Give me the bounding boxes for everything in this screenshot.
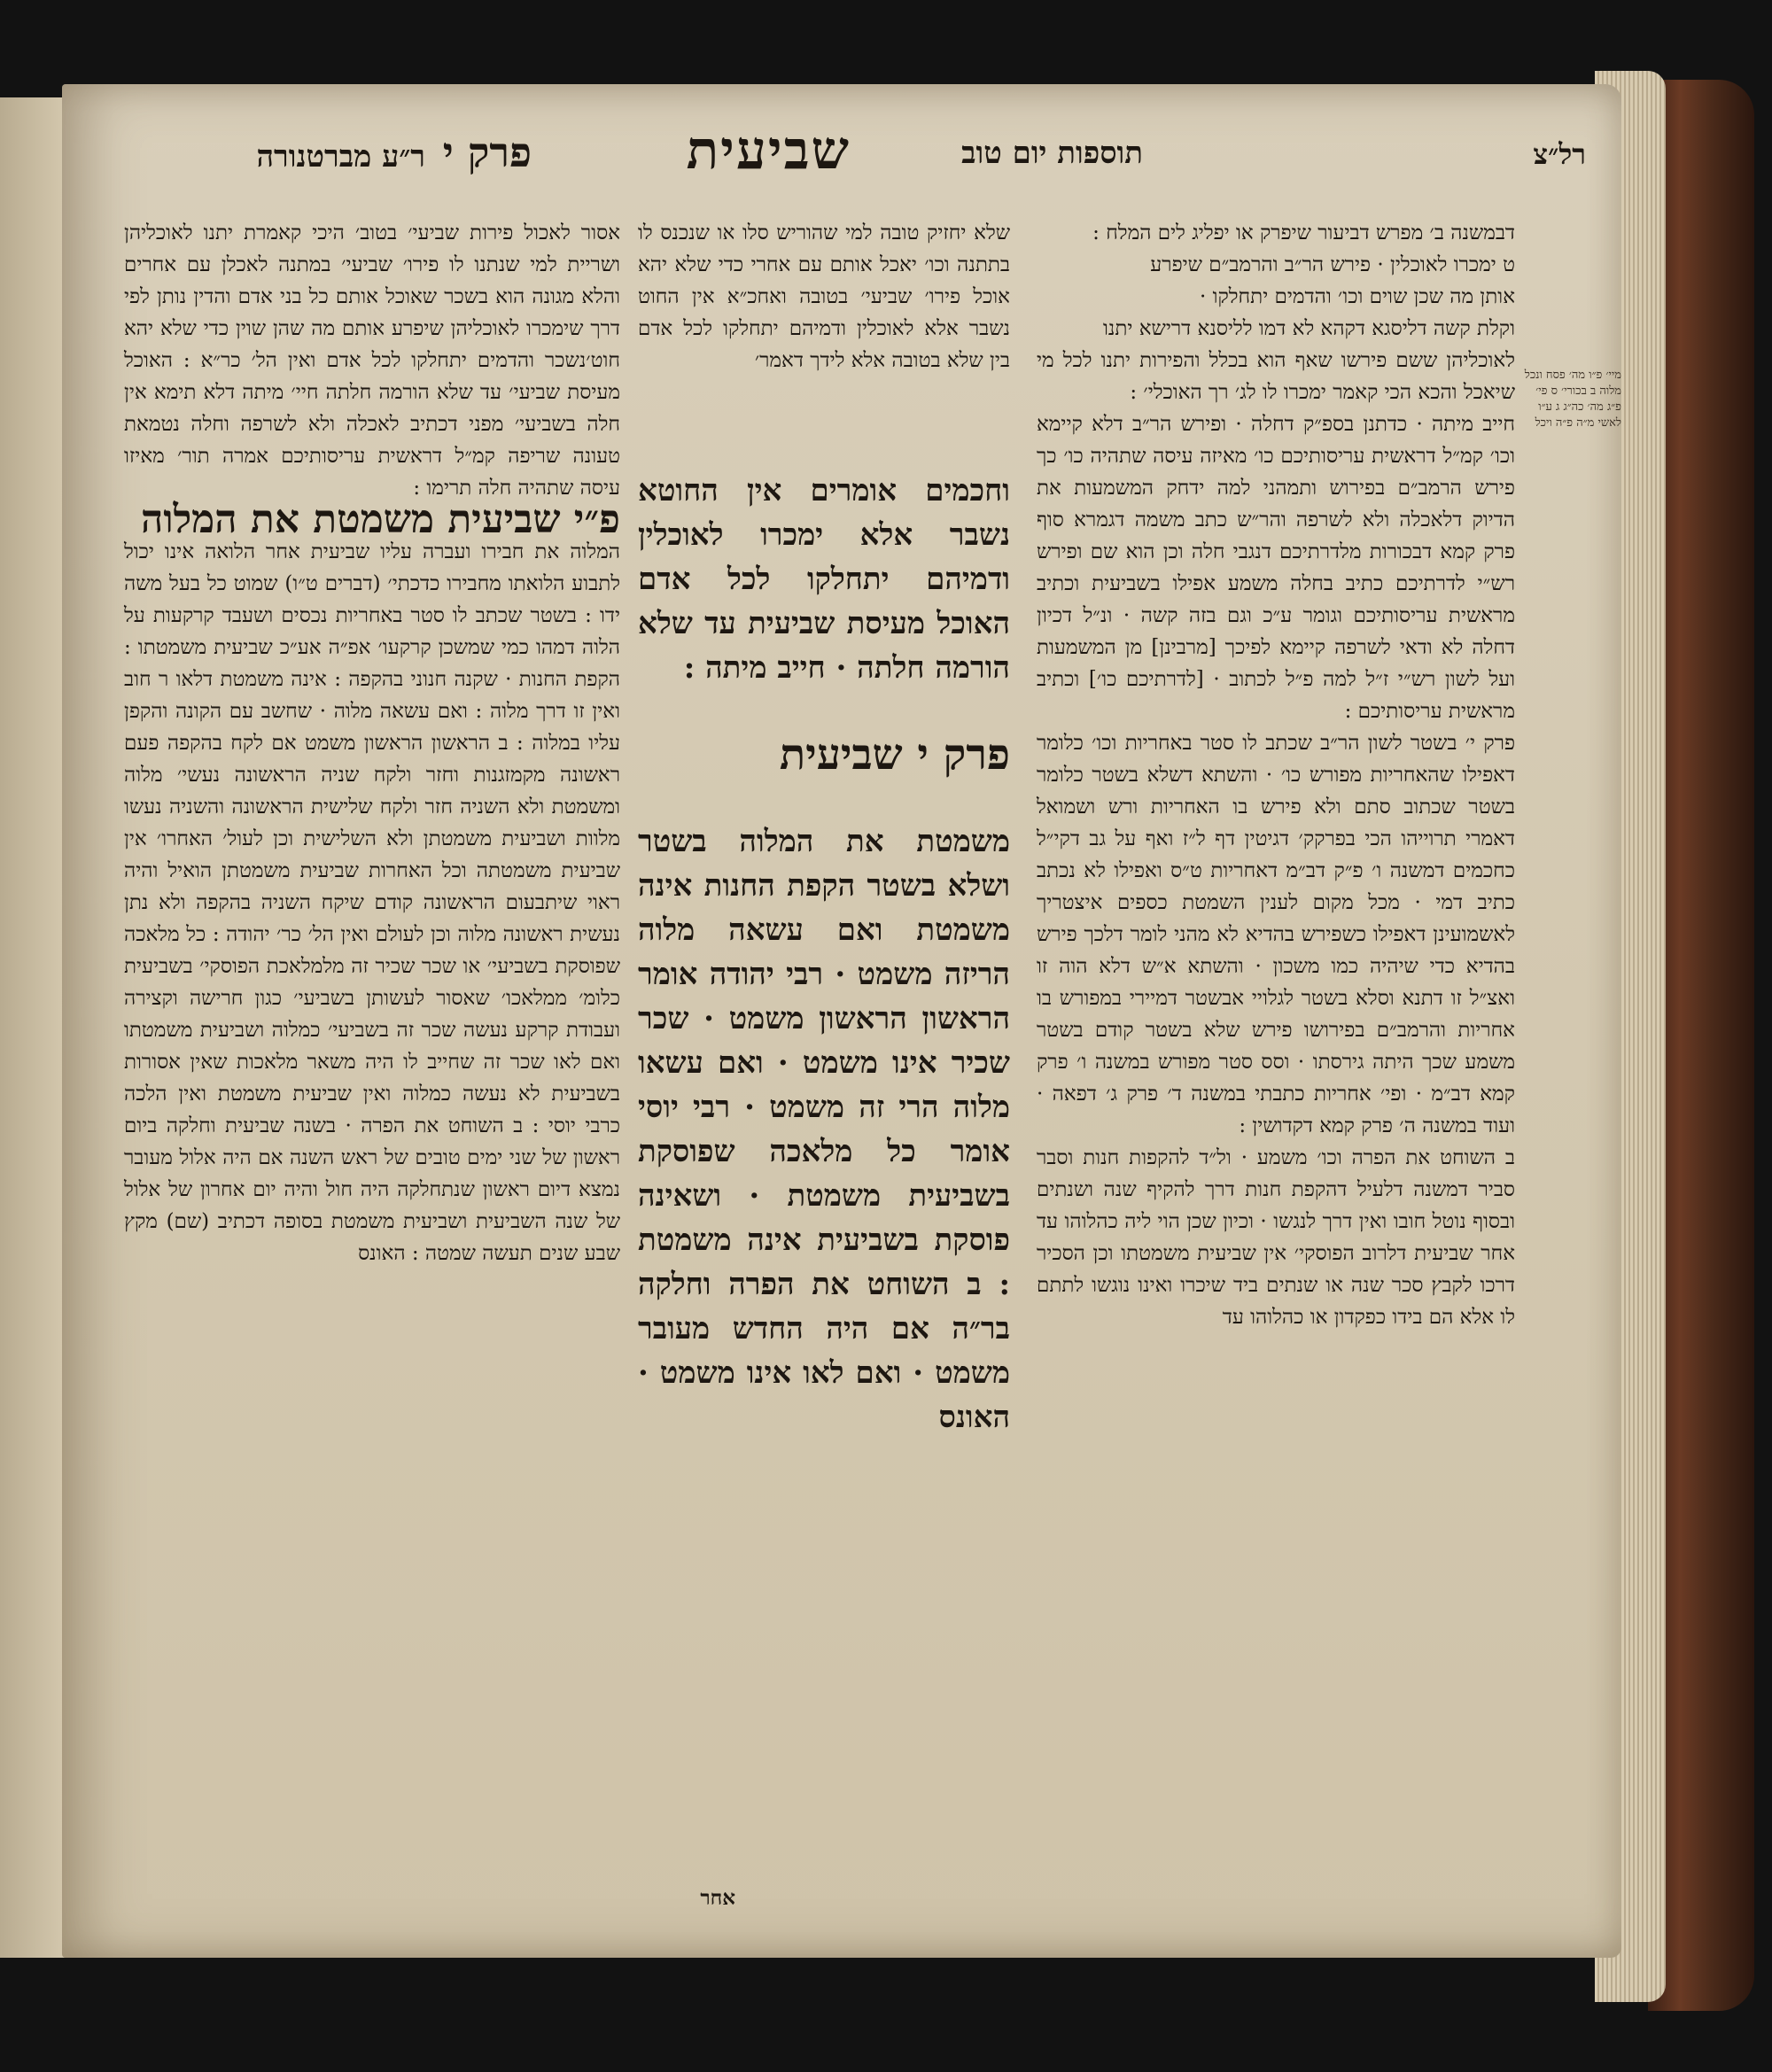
mishnah-lead: וחכמים אומרים אין החוטא נשבר אלא ימכרו לאוכלין ודמיהם יתחלקו לכל אדם האוכל מעיסת שביעית עד שלא הורמה חלתה · חייב מיתה : — [638, 473, 1010, 686]
book-page — [62, 84, 1621, 1958]
middle-commentary-top: שלא יחזיק טובה למי שהוריש סלו או שנכנס לו בתתנה וכו׳ יאכל אותם עם אחרי כדי שלא יהא אוכל פירו׳ שביעי׳ בטובה ואחכ״א אין החוט נשבר אלא לאוכלין ודמיהם יתחלקו לכל אדם בין שלא בטובה אלא לידך דאמר׳ — [638, 221, 1010, 372]
tosafot-para: ב השוחט את הפרה וכו׳ משמע · ול״ד להקפות חנות וסבר סביר דמשנה דלעיל דהקפת חנות דרך להקיף שנה ושנתים ובסוף נוטל חובו ואין דרך לנגשו · וכיון שכן הוי ליה כהלוהו עד אחר שביעית דלרוב הפוסקי׳ אין שביעית משמטתו וכן הסכיר דרכו לקבץ סכר שנה או שנתים ביד שיכרו ואינו נוגשו לתתם לו אלא הם בידו כפקדון או כהלוהו עד — [1037, 1146, 1515, 1329]
catchword: אחר — [700, 1886, 735, 1910]
header-tractate: שביעית — [686, 120, 851, 182]
tosafot-para: וקלת קשה דליסגא דקהא לא דמו לליסנא דרישא יתנו — [1103, 317, 1515, 340]
bartenura-para: המלוה את חבירו ועברה עליו שביעית אחר הלואה אינו יכול לתבוע הלואתו מחבירו כדכתי׳ (דברים ט״ו) שמוט כל בעל משה ידו : בשטר שכתב לו סטר באחריות נכסים ושעבד קרקעות על הלוה דמהו כמי שמשכן קרקעו׳ אפ״ה אע״כ שביעית משמטתו : הקפת החנות · שקנה חנוני בהקפה : אינה משמטת דלאו ר חוב ואין זו דרך מלוה : ואם עשאה מלוה · שחשב עם הקונה והקפן עליו במלוה : ב הראשון הראשון משמט אם לקח בהקפה פעם ראשונה מקמזגנות וחזר ולקח שניה הראשונה נעשי׳ מלוה ומשמטת ולא השניה חזר ולקח שלישית הראשונה והשניה נעשו מלוות ושביעית משמטתן ולא השלישית וכן לעול׳ האחרו׳ אין שביעית משמטתה וכל האחרות שביעית משמטתן הואיל והיה ראוי שיתבעום הראשונה קודם שיקח השניה בהקפה ולא נתן נעשית ראשונה מלוה וכן לעולם ואין הל׳ כר׳ יהודה : כל מלאכה שפוסקת בשביעי׳ או שכר שכיר זה מלמלאכת הפוסקי׳ בשביעית כלומ׳ ממלאכו׳ שאסור לעשותן בשביעי׳ כגון חרישה וקצירה ועבודת קרקע נעשה שכר זה בשביעי׳ כמלוה ושביעית משמטתו ואם לאו שכר זה שחייב לו היה משאר מלאכות שאין אסורות בשביעית לא נעשה כמלוה ואין שביעית משמטת ואין הלכה כרבי יוסי : ב השוחט את הפרה · בשנה שביעית וחלקה ביום ראשון של שני ימים טובים של ראש השנה אם היה אלול מעובר נמצא דיום ראשון שנתחלקה היה חול והיה יום אחרון של אלול של שנה השביעית ושביעית משמטת בסופה דכתיב (שם) מקץ שבע שנים תעשה שמטה : האונס — [124, 540, 620, 1265]
running-header — [62, 120, 1621, 182]
margin-notes: מיי׳ פ״ו מה׳ פסח ונכל מלוה ב בכורי׳ ס פי׳ פ״ג מה׳ כה״ג ג ע״ו לאשי מ״ה פ״ה ויכל — [1524, 369, 1621, 430]
header-bartenura: ר״ע מברטנורה — [256, 139, 425, 175]
bartenura-column — [124, 217, 620, 1269]
mishnah-chapter-heading: פרק י שביעית — [779, 730, 1010, 780]
header-tosafot: תוספות יום טוב — [961, 136, 1143, 171]
tosafot-para: חייב מיתה · כדתנן בספ״ק דחלה · ופירש הר״ב דלא קיימא וכו׳ קמ״ל דראשית עריסותיכם כו׳ מאיזה עיסה שתהיה כו׳ כך פירש הרמב״ם בפירוש ותמהני למה ידחק המשמעות את הדיוק דלאכלה ולא לשרפה והר״ש כתב משמה דגמרא סוף פרק קמא דבכורות מלדרתיכם דנגבי חלה וכן הוא שם ופירש רש״י לדרתיכם כתיב בחלה משמע אפילו בשביעית וכתיב מראשית עריסותיכם וגומר ע״כ וגם בזה קשה · ונ״ל דכיון דחלה לא ודאי לשרפה קיימא לפיכך [מרבינן] מן המשמעות ועל לשון רש״י ז״ל למה פ״ל לכתוב · [לדרתיכם כו׳] וכתיב מראשית עריסותיכם : — [1037, 413, 1515, 723]
header-chapter: פרק י — [442, 128, 532, 176]
facing-page-edge — [0, 97, 71, 1958]
bartenura-chapter-heading: פ״י שביעית משמטת את המלוה — [141, 497, 620, 542]
tosafot-para: אותן מה שכן שוים וכו׳ והדמים יתחלקו · — [1199, 285, 1515, 308]
tosafot-para: לאוכליהן ששם פירשו שאף הוא בכלל והפירות יתנו לכל מי שיאכל והכא הכי קאמר ימכרו לו לג׳ רך האוכלי׳ : — [1037, 349, 1515, 404]
mishnah-body: משמטת את המלוה בשטר ושלא בשטר הקפת החנות אינה משמטת ואם עשאה מלוה הריזה משמט · רבי יהודה אומר הראשון הראשון משמט · שכר שכיר אינו משמט · ואם עשאו מלוה הרי זה משמט · רבי יוסי אומר כל מלאכה שפוסקת בשביעית משמטת · ושאינה פוסקת בשביעית אינה משמטת : ב השוחט את הפרה וחלקה בר״ה אם היה החדש מעובר משמט · ואם לאו אינו משמט · האונס — [638, 824, 1010, 1435]
tosafot-para: ט ימכרו לאוכלין · פירש הר״ב והרמב״ם שיפרע — [1150, 253, 1515, 276]
tosafot-para: דבמשנה ב׳ מפרש דביעור שיפרק או יפליג לים המלח : — [1092, 221, 1515, 244]
tosafot-column — [1037, 217, 1515, 1333]
tosafot-para: פרק י׳ בשטר לשון הר״ב שכתב לו סטר באחריות וכו׳ כלומר דאפילו שהאחריות מפורש כו׳ · והשתא דשלא בשטר כלומר בשטר שכתוב סתם ולא פירש בו האחריות ורש ושמואל דאמרי תרוייהו הכי בפרקק׳ דגיטין דף ל״ז ואף על גב דקי״ל כחכמים דמשנה ו׳ פ״ק דב״מ דאחריות ט״ס ואפילו לא נכתב כתיב דמי · מכל מקום לענין השמטת כספים איצטריך לאשמועינן דאפילו כשפירש בהדיא לא מהני לומר דלכך פירש בהדיא כדי שיהיה כמו משכון · והשתא א״ש דלא הוה זו ואצ״ל זו דתנא וסלא בשטר לגלויי אבשטר דמיירי במפורש בו אחריות והרמב״ם בפירושו פירש שלא בשטר קודם בשטר משמע שכך היתה גירסתו · וסס סטר מפורש במשנה ו׳ פרק קמא דב״מ · ופי׳ אחריות כתבתי במשנה ד׳ פרק ג׳ דפאה · ועוד במשנה ה׳ פרק קמא דקדושין : — [1037, 732, 1515, 1137]
mishnah-text — [638, 438, 1010, 1470]
folio-number: רל״צ — [1533, 137, 1586, 171]
bartenura-para: אסור לאכול פירות שביעי׳ בטוב׳ היכי קאמרת יתנו לאוכליהן ושריית למי שנתנו לו פירו׳ שביעי׳ במתנה לאכלן עם אחרים והלא מגונה הוא בשכר שאוכל אותם כל בני אדם והדין נותן לפי דרך שימכרו לאוכליהן שיפרע אותם מה שהן שוין כדי שלא יהא חוט׳נשכר והדמים יתחלקו לכל אדם ואין הל׳ כר״א : האוכל מעיסת שביעי׳ עד שלא הורמה חלתה חיי׳ מיתה דלא תימא אין חלה בשביעי׳ מפני דכתיב לאכלה ולא לשרפה וחלה נטמאת טעונה שריפה קמ״ל דראשית עריסותיכם אמרה תור׳ מאיזו עיסה שתהיה חלה תרימו : — [124, 221, 620, 500]
